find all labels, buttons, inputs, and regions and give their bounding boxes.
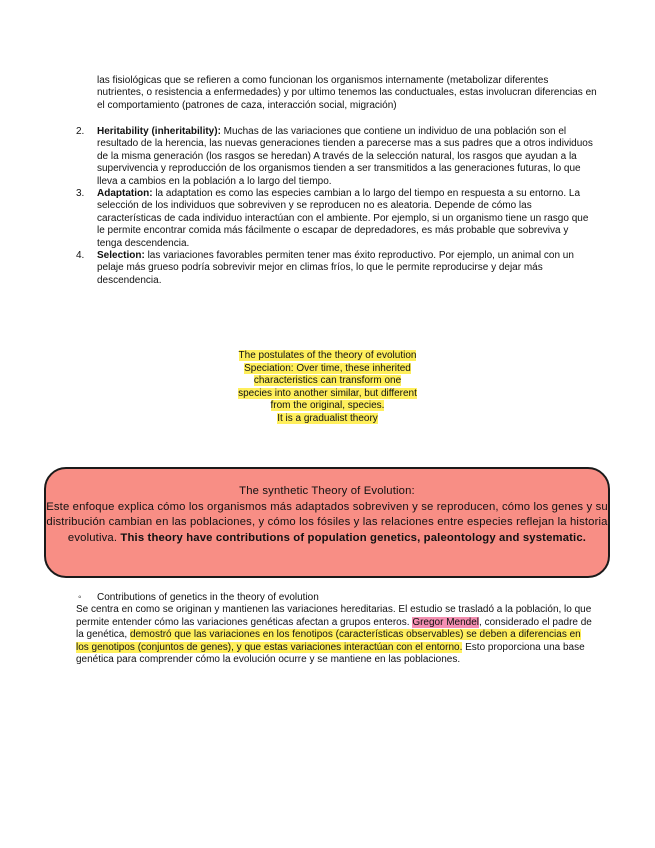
synthetic-theory-title: The synthetic Theory of Evolution: [239, 485, 415, 497]
list-number: 2. [76, 126, 85, 137]
synthetic-theory-body [46, 500, 608, 547]
genetics-text: Se centra en como se originan y mantienen las variaciones hereditarias. El estudio se trasladó a la población, lo que permite entender cómo las variaciones genéticas afectan a grupos enteros. [76, 604, 592, 628]
list-number: 4. [76, 250, 85, 262]
postulates-line: species into another similar, but different [238, 387, 417, 399]
mendel-name: Gregor Mendel [412, 616, 480, 628]
list-item-adaptation [76, 188, 596, 250]
genetics-heading: Contributions of genetics in the theory of evolution [97, 592, 319, 603]
postulates-title: The postulates of the theory of evolution [238, 350, 417, 361]
list-number: 3. [76, 188, 85, 200]
postulates-line: It is a gradualist theory [277, 412, 378, 424]
genetics-highlight: demostró que las variaciones en los fenotipos (características observables) se deben a diferencias en los genotipos (conjuntos de genes), y que estas variaciones interactúan con el entorno. [76, 629, 581, 653]
list-text: las variaciones favorables permiten tener mas éxito reproductivo. Por ejemplo, un animal con un pelaje más grueso podría sobrevivir mejor en climas fríos, lo que le permite reproducirse y dejar más descendencia. [97, 250, 574, 286]
genetics-paragraph [76, 604, 596, 666]
term-adaptation: Adaptation: [97, 188, 153, 200]
genetics-section [76, 592, 596, 666]
genetics-heading-line [76, 592, 596, 604]
postulates-line: characteristics can transform one [253, 375, 402, 387]
intro-paragraph: las fisiológicas que se refieren a como funcionan los organismos internamente (metabolizar diferentes nutrientes, o resistencia a enfermedades) y por ultimo tenemos las conductuales, estas involucran diferencias en el comportamiento (patrones de caza, interacción social, migración) [97, 75, 597, 111]
postulates-line: from the original, species. [270, 400, 385, 412]
postulates-line: Speciation: Over time, these inherited [244, 362, 411, 374]
list-text: la adaptation es como las especies cambian a lo largo del tiempo en respuesta a su entorno. La selección de los individuos que sobreviven y se reproducen no es aleatoria. Depende de cómo las características de cada individuo interactúan con el ambiente. Por ejemplo, si un organismo tiene un rasgo que le permite encontrar comida más fácilmente o escapar de depredadores, es más probable que sobreviva y tenga descendencia. [97, 188, 589, 249]
list-item-selection [76, 250, 596, 287]
term-selection: Selection: [97, 250, 145, 262]
bullet-icon: ◦ [78, 592, 82, 603]
synthetic-theory-contributions: This theory have contributions of population genetics, paleontology and systematic. [117, 531, 587, 544]
list-text: Muchas de las variaciones que contiene un individuo de una población son el resultado de la herencia, las nuevas generaciones tienden a parecerse mas a sus padres que a otros individuos de la misma generación (los rasgos se heredan) A través de la selección natural, los rasgos que ayudan a la supervivencia y reproducción de los organismos tienden a ser transmitidos a las generaciones futuras, lo que lleva a cambios en la población a lo largo del tiempo. [97, 126, 593, 187]
postulates-list [76, 126, 596, 287]
genetics-text: Esto proporciona una base genética para comprender cómo la evolución ocurre y se mantiene en las poblaciones. [76, 641, 585, 666]
term-heritability: Heritability (inheritability): [97, 126, 221, 137]
synthetic-theory-box [44, 467, 610, 578]
synthetic-theory-text: Este enfoque explica cómo los organismos más adaptados sobreviven y se reproducen, cómo los genes y su distribución cambian en las poblaciones, y cómo los fósiles y las relaciones entre especies reflejan la historia evolutiva. [46, 500, 608, 544]
postulates-callout [200, 350, 455, 426]
list-item-heritability [76, 126, 596, 188]
genetics-text: , considerado el padre de la genética, [76, 616, 592, 641]
